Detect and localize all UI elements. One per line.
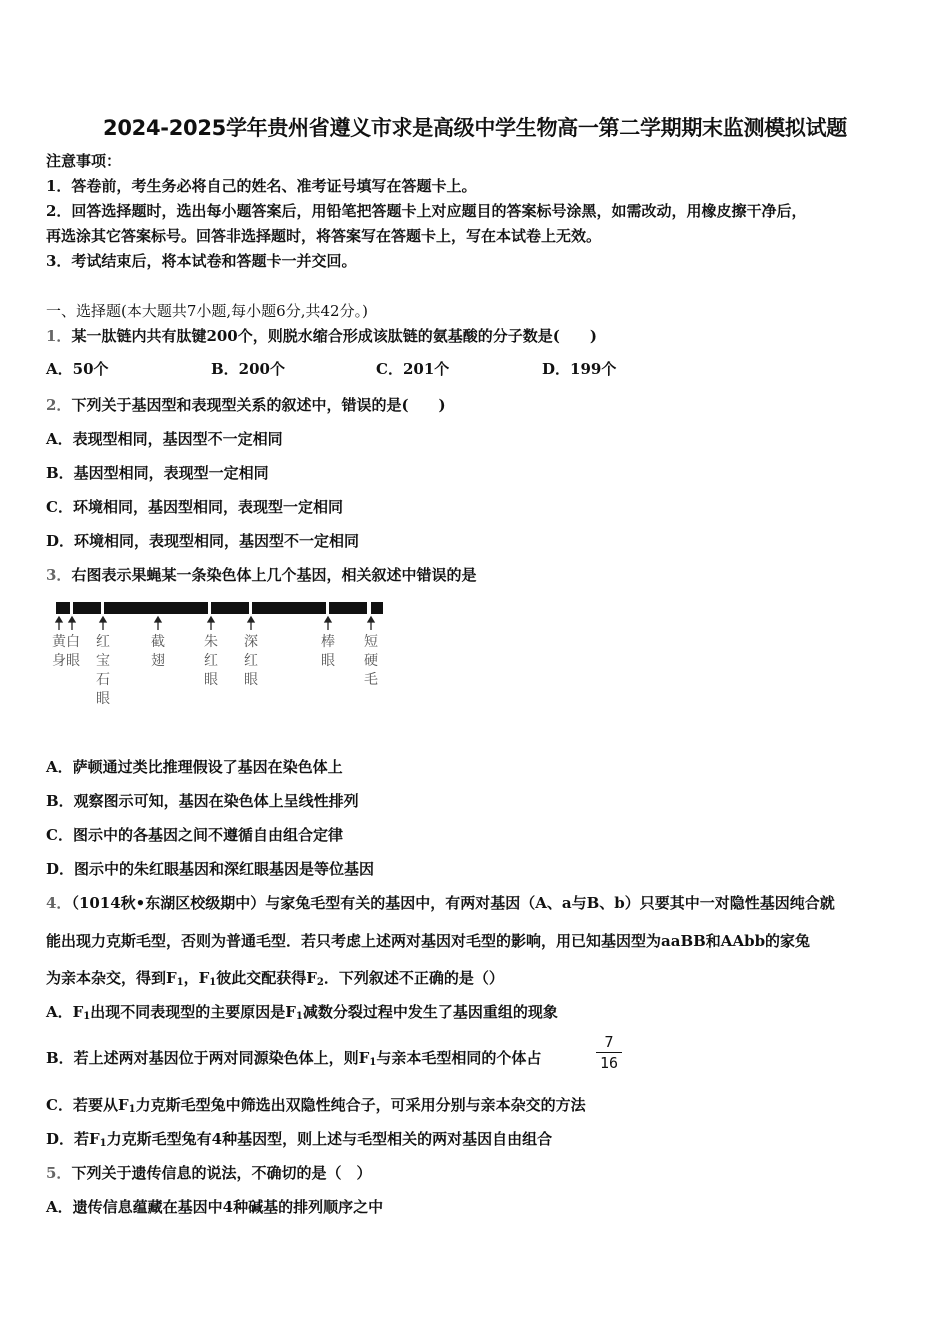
gene-label-ruby-eye: 红宝石眼 [96,634,110,707]
option-d[interactable]: D．环境相同，表现型相同，基因型不一定相同 [46,532,360,550]
option-b[interactable]: B．基因型相同，表现型一定相同 [46,464,269,482]
option-a[interactable]: A．遗传信息蕴藏在基因中4种碱基的排列顺序之中 [46,1198,384,1216]
option-b[interactable]: B．200个 [211,360,285,378]
gene-label-vermilion-eye: 朱红眼 [204,634,218,688]
notice-item: 2．回答选择题时，选出每小题答案后，用铅笔把答题卡上对应题目的答案标号涂黑，如需改动，用橡皮擦干净后， [46,202,807,220]
question-4 [46,892,835,914]
question-text: 某一肽链内共有肽键200个，则脱水缩合形成该肽链的氨基酸的分子数是( ) [71,327,597,345]
option-b[interactable]: B．若上述两对基因位于两对同源染色体上，则$F_1$与亲本毛型相同的个体占 [46,1049,542,1068]
option-a[interactable]: A．表现型相同，基因型不一定相同 [46,430,283,448]
gene-label-cut-wing: 截翅 [151,634,165,669]
question-text: 下列关于基因型和表现型关系的叙述中，错误的是( ) [71,396,446,414]
gene-label-white-eye: 白眼 [66,634,80,669]
question-number: 1． [46,327,72,345]
notice-item: 再选涂其它答案标号。回答非选择题时，将答案写在答题卡上，写在本试卷上无效。 [46,227,602,245]
chromosome-bar [46,596,396,632]
gene-label-bar-eye: 棒眼 [321,634,335,669]
question-number: 2． [46,396,72,414]
option-c[interactable]: C．201个 [376,360,450,378]
question-text: 右图表示果蝇某一条染色体上几个基因，相关叙述中错误的是 [71,566,477,584]
question-1 [46,325,597,347]
option-d[interactable]: D．199个 [542,360,617,378]
question-2 [46,394,446,416]
option-d[interactable]: D．图示中的朱红眼基因和深红眼基因是等位基因 [46,860,375,878]
option-c[interactable]: C．环境相同，基因型相同，表现型一定相同 [46,498,343,516]
section-heading: 一、选择题(本大题共7小题,每小题6分,共42分。) [46,302,368,320]
option-b[interactable]: B．观察图示可知，基因在染色体上呈线性排列 [46,792,359,810]
fraction-numerator: 7 [604,1033,614,1051]
gene-label-carmine-eye: 深红眼 [244,634,258,688]
question-3 [46,564,476,586]
question-text: （1014秋•东湖区校级期中）与家兔毛型有关的基因中，有两对基因（A、a与B、b）只要其中一对隐性基因纯合就 [71,894,835,912]
fraction-seven-sixteenths [596,1033,622,1072]
notice-heading: 注意事项： [46,152,122,170]
chromosome-diagram [46,596,396,716]
option-d[interactable]: D．若$F_1$力克斯毛型兔有4种基因型，则上述与毛型相关的两对基因自由组合 [46,1130,553,1149]
question-number: 5． [46,1164,72,1182]
gene-label-yellow-body: 黄身 [52,634,66,669]
page-title: 2024-2025学年贵州省遵义市求是高级中学生物高一第二学期期末监测模拟试题 [103,116,847,140]
question-number: 4． [46,894,72,912]
option-c[interactable]: C．图示中的各基因之间不遵循自由组合定律 [46,826,343,844]
question-number: 3． [46,566,72,584]
q1-options [46,358,746,380]
question-4-line-2: 能出现力克斯毛型，否则为普通毛型．若只考虑上述两对基因对毛型的影响，用已知基因型为aaBB和AAbb的家兔 [46,932,811,950]
gene-markers [56,617,374,630]
gene-label-short-bristle: 短硬毛 [364,634,378,688]
option-c[interactable]: C．若要从$F_1$力克斯毛型兔中筛选出双隐性纯合子，可采用分别与亲本杂交的方法 [46,1096,586,1115]
question-5 [46,1162,371,1184]
notice-item: 3．考试结束后，将本试卷和答题卡一并交回。 [46,252,357,270]
option-a[interactable]: A．$F_1$出现不同表现型的主要原因是$F_1$减数分裂过程中发生了基因重组的现象 [46,1003,558,1022]
option-a[interactable]: A．50个 [46,360,109,378]
question-text: 下列关于遗传信息的说法，不确切的是（ ） [71,1164,372,1182]
question-4-line-3: 为亲本杂交，得到$F_1$，$F_1$彼此交配获得$F_2$．下列叙述不正确的是（） [46,969,504,988]
option-a[interactable]: A．萨顿通过类比推理假设了基因在染色体上 [46,758,343,776]
fraction-denominator: 16 [599,1054,619,1072]
notice-item: 1．答卷前，考生务必将自己的姓名、准考证号填写在答题卡上。 [46,177,477,195]
